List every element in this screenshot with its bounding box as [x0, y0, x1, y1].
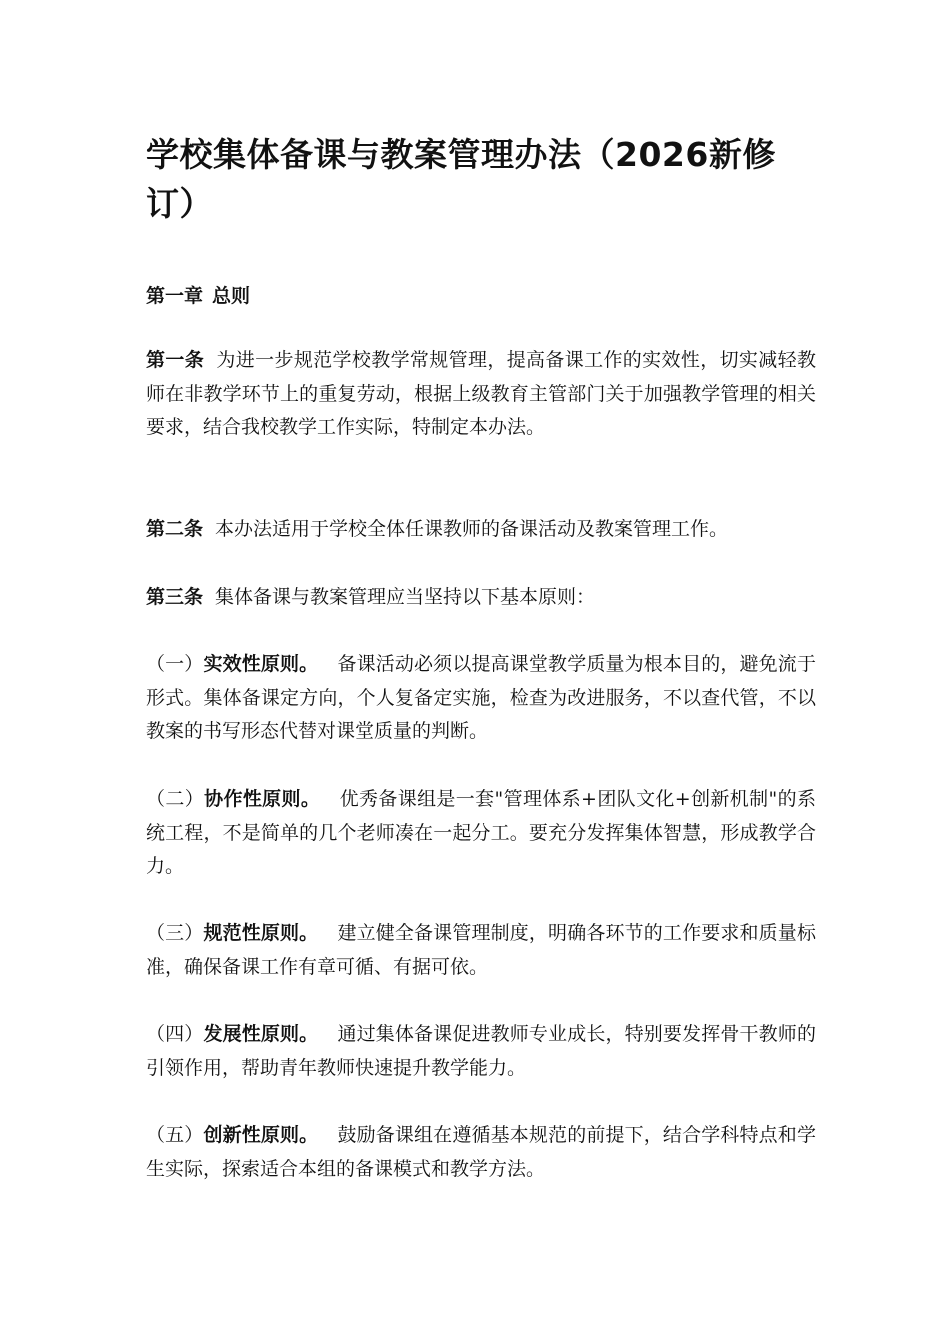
chapter-name: 总则 [212, 285, 251, 307]
principle-5-name: 创新性原则。 [203, 1124, 319, 1146]
principle-4-text: 通过集体备课促进教师专业成长，特别要发挥骨干教师的引领作用，帮助青年教师快速提升教学能力。 [146, 1023, 816, 1079]
article-1 [146, 344, 816, 445]
principle-5 [146, 1119, 816, 1186]
document-title: 学校集体备课与教案管理办法（2026新修订） [146, 135, 776, 223]
principle-4-number: （四） [146, 1023, 204, 1045]
chapter-label: 第一章 [146, 285, 204, 307]
principle-2-text: 优秀备课组是一套"管理体系+团队文化+创新机制"的系统工程，不是简单的几个老师凑在一起分工。要充分发挥集体智慧，形成教学合力。 [146, 788, 816, 877]
principle-5-text: 鼓励备课组在遵循基本规范的前提下，结合学科特点和学生实际，探索适合本组的备课模式和教学方法。 [146, 1124, 816, 1180]
article-2-label: 第二条 [146, 518, 204, 540]
article-3 [146, 581, 816, 615]
article-3-text: 集体备课与教案管理应当坚持以下基本原则： [215, 586, 596, 608]
article-2-text: 本办法适用于学校全体任课教师的备课活动及教案管理工作。 [215, 518, 729, 540]
chapter-heading [146, 281, 250, 311]
article-3-label: 第三条 [146, 586, 204, 608]
article-2 [146, 513, 836, 547]
principle-4 [146, 1018, 816, 1085]
principle-3-name: 规范性原则。 [203, 922, 319, 944]
principle-1-name: 实效性原则。 [203, 653, 319, 675]
article-1-text: 为进一步规范学校教学常规管理，提高备课工作的实效性，切实减轻教师在非教学环节上的重复劳动，根据上级教育主管部门关于加强教学管理的相关要求，结合我校教学工作实际，特制定本办法。 [146, 349, 816, 438]
principle-2-number: （二） [146, 788, 205, 810]
principle-5-number: （五） [146, 1124, 204, 1146]
principle-3-number: （三） [146, 922, 204, 944]
principle-3-text: 建立健全备课管理制度，明确各环节的工作要求和质量标准，确保备课工作有章可循、有据可依。 [146, 922, 816, 978]
principle-4-name: 发展性原则。 [203, 1023, 319, 1045]
principle-2-name: 协作性原则。 [204, 788, 321, 810]
principle-3 [146, 917, 816, 984]
principle-1-number: （一） [146, 653, 204, 675]
principle-2 [146, 783, 816, 884]
principle-1-text: 备课活动必须以提高课堂教学质量为根本目的，避免流于形式。集体备课定方向，个人复备定实施，检查为改进服务，不以查代管，不以教案的书写形态代替对课堂质量的判断。 [146, 653, 816, 742]
article-1-label: 第一条 [146, 349, 205, 371]
principle-1 [146, 648, 816, 749]
